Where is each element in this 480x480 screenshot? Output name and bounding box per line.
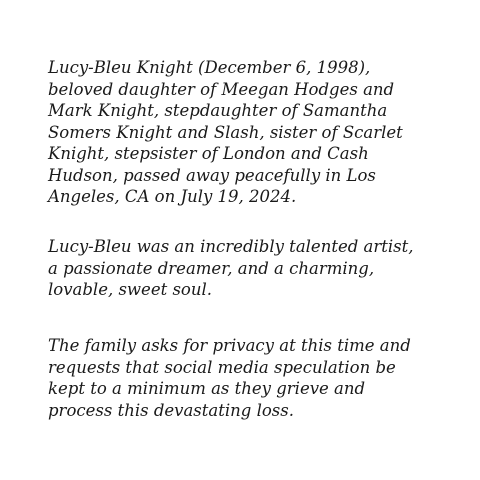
text-line: Somers Knight and Slash, sister of Scarlet [48,122,403,142]
text-line: beloved daughter of Meegan Hodges and [48,79,395,99]
text-line: Angeles, CA on July 19, 2024. [48,187,297,206]
text-line: kept to a minimum as they grieve and [48,379,366,398]
text-line: Knight, stepsister of London and Cash [48,144,369,163]
text-line: a passionate dreamer, and a charming, [48,258,375,278]
tribute-paragraph [48,236,468,301]
text-line: Hudson, passed away peacefully in Los [48,165,376,185]
text-line: Lucy-Bleu Knight (December 6, 1998), [48,58,371,77]
privacy-request-paragraph [48,335,468,421]
text-line: lovable, sweet soul. [48,280,213,299]
text-line: Mark Knight, stepdaughter of Samantha [48,101,388,120]
text-line: requests that social media speculation be [48,357,396,377]
text-line: Lucy-Bleu was an incredibly talented artist, [48,237,414,256]
text-line: process this devastating loss. [48,400,294,420]
announcement-paragraph [48,57,468,208]
text-line: The family asks for privacy at this time and [48,336,411,355]
